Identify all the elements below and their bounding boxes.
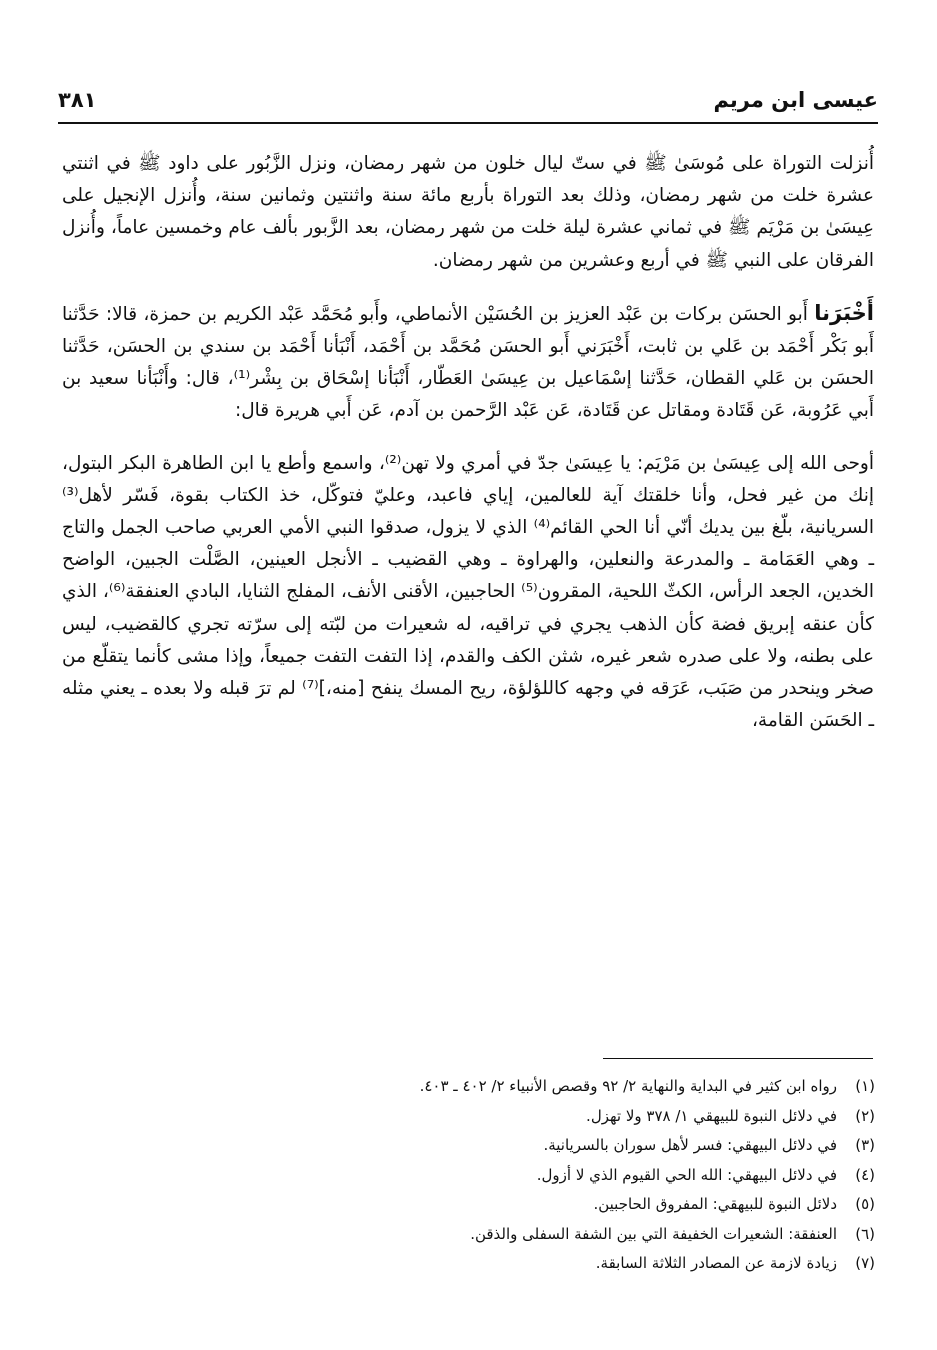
footnote-item [63, 1190, 875, 1220]
footnote-number: (٢) [855, 1106, 875, 1125]
footnote-item [63, 1102, 875, 1132]
header-rule [58, 122, 878, 124]
footnote-text: في دلائل النبوة للبيهقي ١/ ٣٧٨ ولا تهزل. [586, 1106, 837, 1125]
footnote-number: (١) [855, 1077, 875, 1095]
footnote-text: دلائل النبوة للبيهقي: المفروق الحاجبين. [593, 1195, 837, 1213]
footnote-text: زيادة لازمة عن المصادر الثلاثة السابقة. [595, 1254, 837, 1272]
footnote-item [63, 1131, 875, 1161]
page-number: ٣٨١ [58, 88, 97, 112]
footnote-number: (٥) [855, 1195, 875, 1213]
footnote-item [63, 1161, 875, 1191]
footnote-number: (٦) [855, 1224, 875, 1243]
running-title: عيسى ابن مريم [713, 88, 878, 112]
footnote-item [63, 1220, 875, 1250]
footnotes [63, 1072, 875, 1279]
paragraph-1-text: أُنزلت التوراة على مُوسَىٰ ﷺ في ستّ ليال خلون من شهر رمضان، ونزل الزَّبُور على داود ﷺ في اثنتي عشرة خلت من شهر رمضان، وذلك بعد التوراة بأربع مائة سنة واثنتين وثمانين سنة، وأُنزل الإنجيل على عِيسَىٰ بن مَرْيَم ﷺ في ثماني عشرة ليلة خلت من شهر رمضان، بعد الزَّبور بألف عام وخمسين عاماً، وأُنزل الفرقان على النبي ﷺ في أربع وعشرين من شهر رمضان. [62, 153, 874, 271]
footnote-text: في دلائل البيهقي: الله الحي القيوم الذي لا أزول. [536, 1165, 837, 1184]
paragraph-3-text: أوحى الله إلى عِيسَىٰ بن مَرْيَم: يا عِيسَىٰ جدّ في أمري ولا تهن⁽²⁾، واسمع وأطع يا ابن الطاهرة البكر البتول، إنك من غير فحل، وأنا خلقتك آية للعالمين، إياي فاعبد، وعليّ فتوكّل، خذ الكتاب بقوة، فَسّر لأهل⁽³⁾ السريانية، بلّغ بين يديك أنّي أنا الحي القائم⁽⁴⁾ الذي لا يزول، صدقوا النبي الأمي العربي صاحب الجمل والتاج ـ وهي العَمَامة ـ والمدرعة والنعلين، والهراوة ـ وهي القضيب ـ الأنجل العينين، الصَّلْت الجبين، الواضح الخدين، الجعد الرأس، الكثّ اللحية، المقرون⁽⁵⁾ الحاجبين، الأقنى الأنف، المفلج الثنايا، البادي العنفقة⁽⁶⁾، الذي كأن عنقه إبريق فضة كأن الذهب يجري في تراقيه، له شعيرات من لبّته إلى سرّته تجري كالقضيب، ليس على بطنه، ولا على صدره شعر غيره، شثن الكف والقدم، إذا التفت التفت جميعاً، وإذا مشى كأنما يتقلّع من صخر وينحدر من صَبَب، عَرَقه في وجهه كاللؤلؤة، ريح المسك ينفح [منه،]⁽⁷⁾ لم ترَ قبله ولا بعده ـ يعني مثله ـ الحَسَن القامة، [62, 452, 874, 732]
footnote-text: في دلائل البيهقي: فسر لأهل سوران بالسريانية. [543, 1136, 837, 1154]
paragraph-2-text: أَبو الحسَن بركات بن عَبْد العزيز بن الحُسَيْن الأنماطي، وأَبو مُحَمَّد عَبْد الكريم بن حمزة، قالا: حَدَّثنا أَبو بَكْر أَحْمَد بن عَلي بن ثابت، أَخْبَرَني أَبو الحسَن مُحَمَّد بن أَحْمَد، أَنْبَأنا أَحْمَد بن سندي بن الحسَن، حَدَّثنا الحسَن بن عَلي القطان، حَدَّثنا إسْمَاعيل بن عِيسَىٰ العَطّار، أَنْبَأنا إسْحَاق بن بِشْر⁽¹⁾، قال: وأَنْبَأنا سعيد بن أَبي عَرُوبة، عَن قَتَادة ومقاتل عن قَتَادة، عَن عَبْد الرَّحمن بن آدم، عَن أَبي هريرة قال: [62, 303, 874, 422]
footnote-number: (٧) [855, 1254, 875, 1272]
paragraph-3 [62, 448, 874, 738]
paragraph-1 [62, 148, 874, 277]
footnote-text: رواه ابن كثير في البداية والنهاية ٢/ ٩٢ وقصص الأنبياء ٢/ ٤٠٢ ـ ٤٠٣. [419, 1077, 837, 1095]
footnote-number: (٤) [855, 1165, 875, 1184]
footnote-text: العنفقة: الشعيرات الخفيفة التي بين الشفة السفلى والذقن. [470, 1224, 837, 1243]
paragraph-2-lead-word: أَخْبَرَنا [814, 300, 874, 325]
page-header [58, 84, 878, 120]
footnote-item [63, 1072, 875, 1102]
footnote-rule [603, 1058, 873, 1059]
main-text [62, 148, 874, 757]
footnote-number: (٣) [855, 1136, 875, 1154]
footnote-item [63, 1249, 875, 1279]
paragraph-2 [62, 297, 874, 428]
